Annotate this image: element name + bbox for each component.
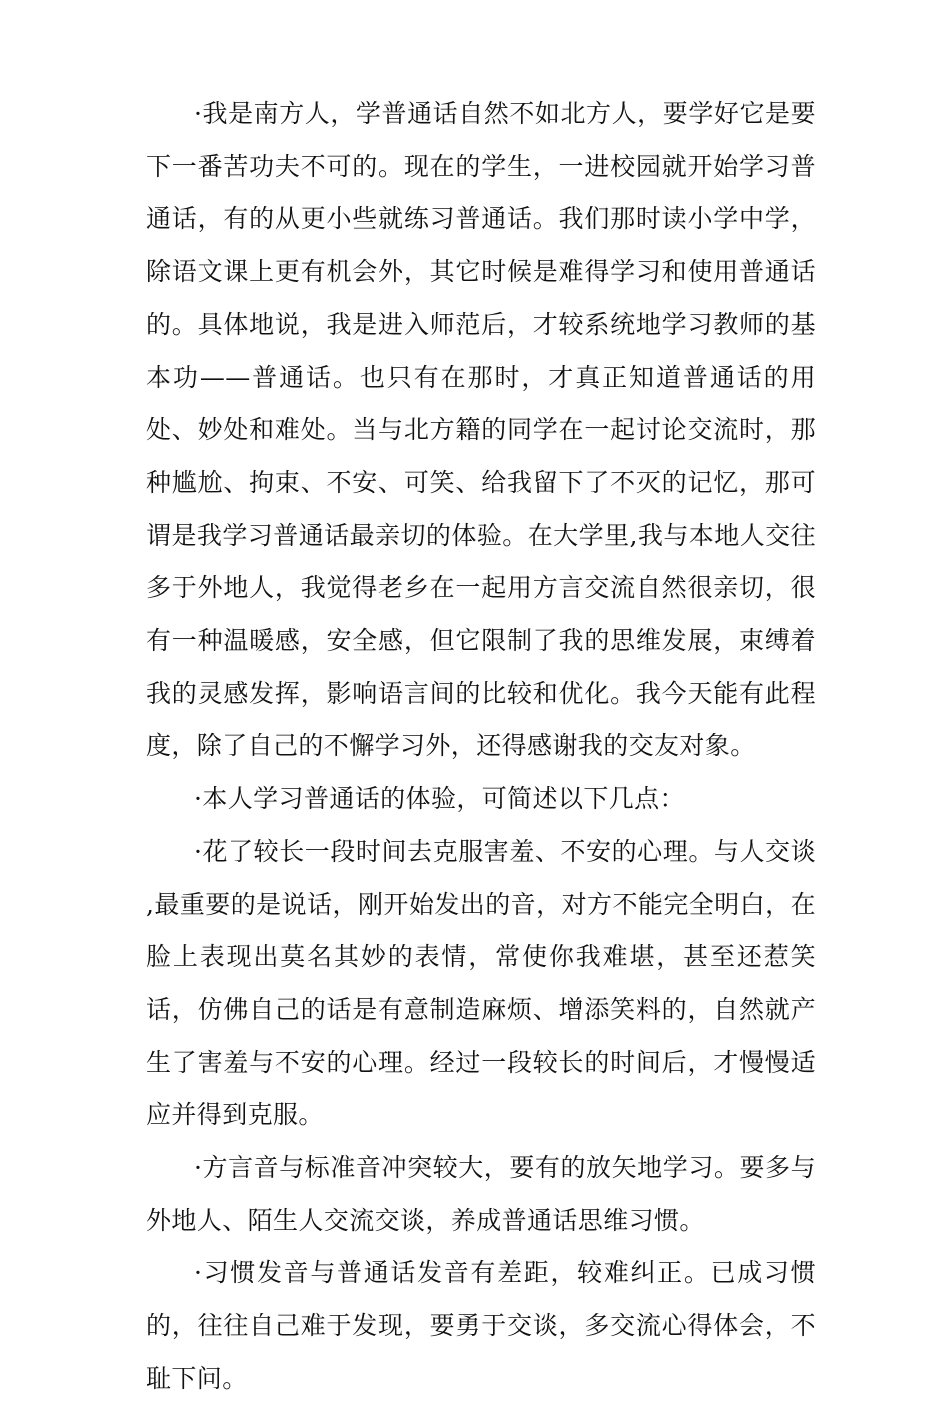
paragraph-point-shyness: ·花了较长一段时间去克服害羞、不安的心理。与人交谈 ,最重要的是说话，刚开始发出的音，对方不能完全明白，在脸上表现出莫名其妙的表情，常使你我难堪，甚至还惹笑话，仿佛自己的话是有意制造麻烦、增添笑料的，自然就产生了害羞与不安的心理。经过一段较长的时间后，才慢慢适应并得到克服。 bbox=[146, 836, 816, 1130]
paragraph-point-habit: ·习惯发音与普通话发音有差距，较难纠正。已成习惯的，往往自己难于发现，要勇于交谈，多交流心得体会，不耻下问。 bbox=[146, 1258, 816, 1393]
paragraph-southern-experience: ·我是南方人，学普通话自然不如北方人，要学好它是要下一番苦功夫不可的。现在的学生，一进校园就开始学习普通话，有的从更小些就练习普通话。我们那时读小学中学，除语文课上更有机会外，其它时候是难得学习和使用普通话的。具体地说，我是进入师范后，才较系统地学习教师的基本功——普通话。也只有在那时，才真正知道普通话的用处、妙处和难处。当与北方籍的同学在一起讨论交流时，那种尴尬、拘束、不安、可笑、给我留下了不灭的记忆，那可谓是我学习普通话最亲切的体验。在大学里,我与本地人交往多于外地人，我觉得老乡在一起用方言交流自然很亲切，很有一种温暖感，安全感，但它限制了我的思维发展，束缚着我的灵感发挥，影响语言间的比较和优化。我今天能有此程度，除了自己的不懈学习外，还得感谢我的交友对象。 bbox=[146, 99, 816, 761]
paragraph-point-dialect: ·方言音与标准音冲突较大，要有的放矢地学习。要多与外地人、陌生人交流交谈，养成普通话思维习惯。 bbox=[146, 1153, 816, 1235]
document-body bbox=[146, 88, 816, 1406]
paragraph-summary-intro: ·本人学习普通话的体验，可简述以下几点： bbox=[194, 784, 685, 814]
